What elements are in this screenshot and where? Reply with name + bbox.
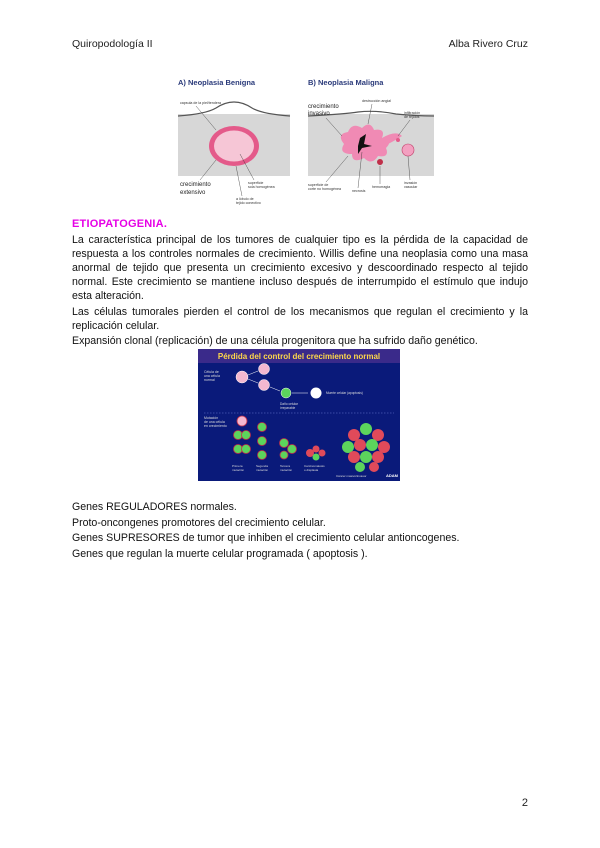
svg-text:mutación: mutación <box>280 468 293 472</box>
svg-text:de una célula: de una célula <box>204 420 225 424</box>
neoplasia-figure <box>176 74 440 214</box>
svg-text:Muerte celular (apoptosis): Muerte celular (apoptosis) <box>326 391 363 395</box>
svg-text:capsula de la piel/tendera: capsula de la piel/tendera <box>180 101 221 105</box>
paragraph-etiology: La característica principal de los tumores de cualquier tipo es la pérdida de la capacidad de respuesta a los controles normales de crecimiento. Willis define una neoplasia como una masa anormal de tejido que presenta un crecimiento excesivo y descoordinado respecto al tejido normal. Este crecimiento se mantiene incluso después de interrumpido el estímulo que indujo esta alteración. <box>72 234 528 302</box>
svg-text:Cáncer masivo/invasor: Cáncer masivo/invasor <box>336 474 367 478</box>
svg-text:superficie: superficie <box>248 181 264 185</box>
header-author: Alba Rivero Cruz <box>448 38 528 50</box>
panel-a-title: A) Neoplasia Benigna <box>178 78 256 87</box>
svg-text:mutación: mutación <box>256 468 269 472</box>
svg-text:o displasia: o displasia <box>304 468 319 472</box>
svg-text:hemorragia: hemorragia <box>372 185 391 189</box>
svg-text:irreparable: irreparable <box>280 406 296 410</box>
svg-text:una célula: una célula <box>204 374 220 378</box>
svg-text:Tercera: Tercera <box>280 464 291 468</box>
svg-text:invasivo: invasivo <box>308 111 330 117</box>
svg-text:vascular: vascular <box>404 185 418 189</box>
svg-text:Mutación: Mutación <box>204 416 219 420</box>
panel-b-title: B) Neoplasia Maligna <box>308 78 384 87</box>
svg-text:superficie de: superficie de <box>308 183 329 187</box>
figure2-title: Pérdida del control del crecimiento normal <box>217 352 381 361</box>
header-course: Quiropodología II <box>72 38 153 50</box>
svg-text:crecimiento: crecimiento <box>180 182 211 188</box>
benign-tumor <box>214 131 254 162</box>
svg-text:Carcinomatosis: Carcinomatosis <box>304 464 325 468</box>
svg-text:sola homogénea: sola homogénea <box>248 185 275 189</box>
svg-text:en crecimiento: en crecimiento <box>204 424 227 428</box>
svg-text:extensivo: extensivo <box>180 190 206 196</box>
svg-text:necrosis: necrosis <box>352 189 366 193</box>
svg-text:Segunda: Segunda <box>256 464 269 468</box>
svg-text:Daño celular: Daño celular <box>280 402 298 406</box>
genes-item: Genes que regulan la muerte celular programada ( apoptosis ). <box>72 547 368 560</box>
paragraph-tumor-cells: Las células tumorales pierden el control de los mecanismos que regulan el crecimiento y la replicación celular. <box>72 306 528 332</box>
genes-item: Proto-oncongenes promotores del crecimiento celular. <box>72 516 326 529</box>
genes-item: Genes REGULADORES normales. <box>72 501 237 513</box>
svg-text:de tejidos: de tejidos <box>404 115 420 119</box>
page-number: 2 <box>521 797 528 809</box>
svg-text:Primera: Primera <box>232 464 243 468</box>
growth-control-figure <box>198 349 400 481</box>
adam-logo: ADAM <box>386 473 398 478</box>
svg-text:Célula de: Célula de <box>204 370 219 374</box>
paragraph-clonal-expansion: Expansión clonal (replicación) de una célula progenitora que ha sufrido daño genético. <box>72 335 478 347</box>
genes-list <box>72 500 459 562</box>
svg-text:tejido conectivo: tejido conectivo <box>236 201 261 205</box>
svg-text:normal: normal <box>204 378 215 382</box>
svg-text:corte no homogénea: corte no homogénea <box>308 187 341 191</box>
svg-text:destrucción angial: destrucción angial <box>362 99 391 103</box>
genes-item: Genes SUPRESORES de tumor que inhiben el crecimiento celular antioncogenes. <box>72 532 460 544</box>
svg-text:a lóbulo de: a lóbulo de <box>236 197 254 201</box>
svg-text:mutación: mutación <box>232 468 245 472</box>
svg-text:infiltración: infiltración <box>404 111 421 115</box>
svg-text:invasión: invasión <box>404 181 418 185</box>
section-heading: ETIOPATOGENIA. <box>72 218 168 230</box>
svg-text:crecimiento: crecimiento <box>308 104 339 110</box>
